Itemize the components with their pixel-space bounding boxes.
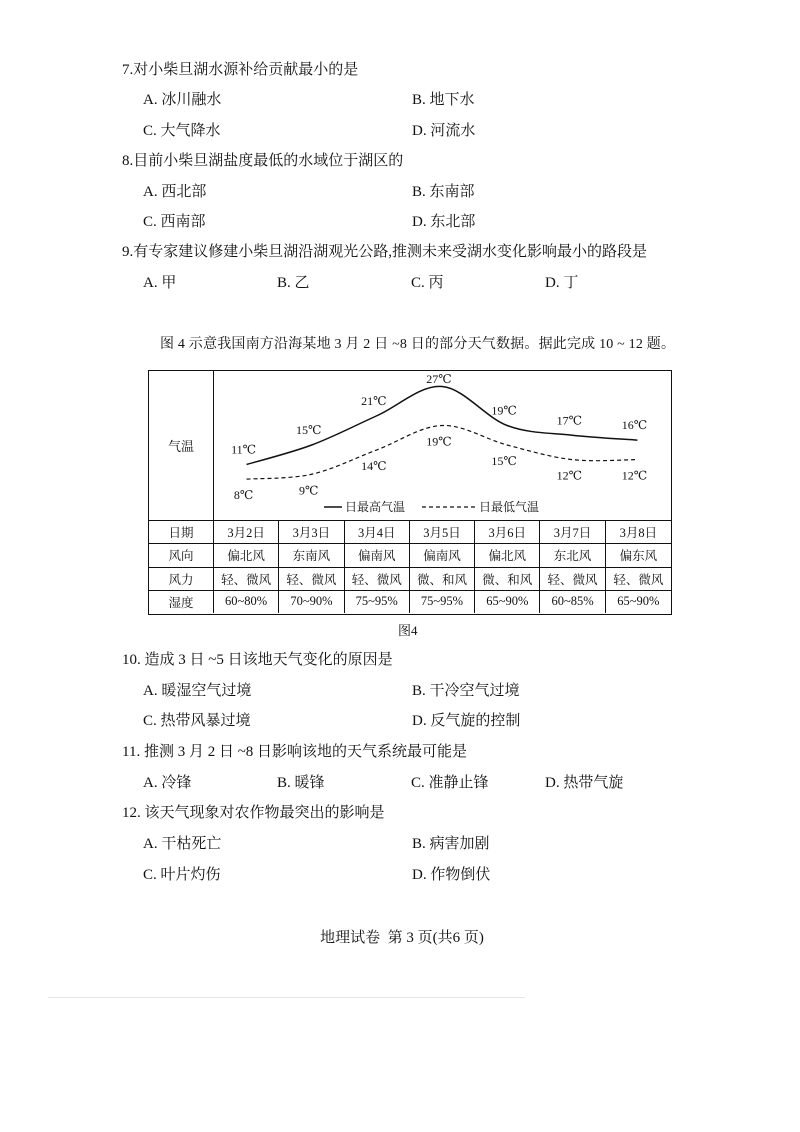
wind-direction-cell: 东北风 — [540, 544, 605, 566]
question-9-options-row — [122, 268, 762, 298]
wind-force-cell: 轻、微风 — [613, 572, 664, 587]
date-cell: 3月7日 — [540, 521, 605, 543]
question-10-option-c: C. 热带风暴过境 — [143, 713, 251, 730]
question-9-option-a: A. 甲 — [143, 274, 177, 291]
question-7-stem: 7.对小柴旦湖水源补给贡献最小的是 — [122, 62, 359, 78]
humidity-cell: 60~80% — [214, 591, 279, 613]
low-temperature-label: 12℃ — [621, 468, 648, 483]
low-temperature-label: 8℃ — [233, 488, 254, 503]
question-9-option-d: D. 丁 — [545, 274, 579, 291]
question-7-option-c: C. 大气降水 — [143, 122, 221, 139]
high-temperature-label: 19℃ — [491, 403, 517, 418]
wind-direction-cell: 偏北风 — [475, 544, 540, 566]
date-cell: 3月4日 — [345, 521, 410, 543]
high-temperature-label: 21℃ — [361, 393, 387, 408]
low-temperature-label: 15℃ — [491, 454, 517, 468]
wind-force-cell: 轻、微风 — [214, 568, 279, 590]
wind-direction-cell: 偏北风 — [214, 544, 279, 566]
question-8-option-a: A. 西北部 — [143, 183, 207, 200]
wind-force-cell: 轻、微风 — [279, 568, 344, 590]
question-11-options-row — [122, 768, 762, 799]
question-12-option-a: A. 干枯死亡 — [143, 836, 222, 853]
date-cell: 3月3日 — [279, 521, 344, 543]
wind-direction-cell: 偏东风 — [619, 549, 658, 564]
wind-direction-cell: 偏南风 — [410, 544, 475, 566]
high-temperature-label: 27℃ — [426, 372, 452, 386]
question-12-options-row-2 — [122, 860, 762, 891]
page-footer: 地理试卷 第 3 页(共6 页) — [320, 930, 484, 946]
humidity-cell: 70~90% — [279, 591, 344, 613]
wind-force-cell: 微、和风 — [475, 568, 540, 590]
question-9-option-b: B. 乙 — [277, 274, 310, 291]
question-12-option-c: C. 叶片灼伤 — [143, 866, 221, 883]
humidity-row-label: 湿度 — [149, 591, 214, 613]
date-cell: 3月8日 — [619, 526, 658, 541]
question-10-options-row-2 — [122, 706, 762, 737]
scan-edge-line — [48, 997, 525, 998]
question-7-options-row-1 — [122, 85, 762, 115]
high-temperature-label: 11℃ — [231, 442, 257, 457]
low-temperature-label: 19℃ — [426, 434, 452, 449]
wind-direction-cell: 东南风 — [279, 544, 344, 566]
wind-force-cell: 轻、微风 — [540, 568, 605, 590]
question-11-stem: 11. 推测 3 月 2 日 ~8 日影响该地的天气系统最可能是 — [122, 744, 468, 761]
wind-direction-cell: 偏南风 — [345, 544, 410, 566]
question-10-options-row-1 — [122, 676, 762, 707]
questions-7-9 — [122, 55, 762, 298]
wind-direction-row-label: 风向 — [149, 544, 214, 566]
legend-low-temperature-label: 日最低气温 — [479, 500, 540, 514]
low-temperature-label: 9℃ — [298, 483, 319, 498]
question-8-stem: 8.目前小柴旦湖盐度最低的水域位于湖区的 — [122, 153, 404, 170]
chart-legend — [324, 499, 539, 514]
low-temperature-label: 12℃ — [556, 468, 583, 483]
question-11-option-a: A. 冷锋 — [143, 774, 192, 791]
wind-force-cell: 轻、微风 — [345, 568, 410, 590]
high-temperature-label: 17℃ — [556, 413, 583, 428]
question-10-stem: 10. 造成 3 日 ~5 日该地天气变化的原因是 — [122, 652, 393, 668]
question-10-option-d: D. 反气旋的控制 — [412, 713, 521, 730]
temperature-row-label: 气温 — [149, 371, 214, 520]
question-8-options-row-2 — [122, 207, 762, 237]
low-temperature-label: 14℃ — [361, 458, 387, 473]
weather-data-table — [148, 370, 672, 615]
question-9-stem: 9.有专家建议修建小柴旦湖沿湖观光公路,推测未来受湖水变化影响最小的路段是 — [122, 244, 648, 261]
humidity-row — [149, 590, 671, 613]
question-7-option-d: D. 河流水 — [412, 122, 476, 139]
question-11-option-b: B. 暖锋 — [277, 774, 325, 791]
question-9-option-c: C. 丙 — [411, 274, 444, 291]
question-12-option-d: D. 作物倒伏 — [412, 866, 491, 883]
humidity-cell: 75~95% — [410, 591, 475, 613]
question-7-options-row-2 — [122, 116, 762, 146]
question-8-options-row-1 — [122, 177, 762, 207]
question-12-options-row-1 — [122, 829, 762, 860]
humidity-cell: 65~90% — [617, 594, 660, 609]
temperature-chart — [214, 371, 671, 520]
question-7-option-a: A. 冰川融水 — [143, 92, 222, 109]
legend-high-temperature-label: 日最高气温 — [345, 500, 406, 514]
figure-intro: 图 4 示意我国南方沿海某地 3 月 2 日 ~8 日的部分天气数据。据此完成 10 ~ 12 题。 — [160, 337, 676, 352]
temperature-row — [149, 371, 671, 520]
date-cell: 3月6日 — [475, 521, 540, 543]
date-cell: 3月5日 — [410, 521, 475, 543]
high-temperature-label: 15℃ — [295, 423, 322, 437]
question-7-option-b: B. 地下水 — [412, 92, 475, 109]
wind-force-row — [149, 567, 671, 590]
date-row — [149, 520, 671, 543]
question-8-option-d: D. 东北部 — [412, 213, 476, 230]
question-11-option-c: C. 准静止锋 — [411, 774, 489, 791]
humidity-cell: 65~90% — [475, 591, 540, 613]
date-row-label: 日期 — [149, 521, 214, 543]
wind-direction-row — [149, 543, 671, 566]
question-8-option-b: B. 东南部 — [412, 183, 475, 200]
question-8-option-c: C. 西南部 — [143, 213, 206, 230]
temperature-chart-svg — [214, 371, 670, 520]
humidity-cell: 75~95% — [345, 591, 410, 613]
humidity-cell: 60~85% — [540, 591, 605, 613]
wind-force-cell: 微、和风 — [410, 568, 475, 590]
question-11-option-d: D. 热带气旋 — [545, 774, 624, 791]
wind-force-row-label: 风力 — [149, 568, 214, 590]
question-12-option-b: B. 病害加剧 — [412, 836, 490, 853]
figure-caption: 图4 — [398, 623, 418, 638]
question-12-stem: 12. 该天气现象对农作物最突出的影响是 — [122, 805, 385, 822]
questions-10-12 — [122, 645, 762, 891]
question-10-option-b: B. 干冷空气过境 — [412, 682, 520, 699]
date-cell: 3月2日 — [214, 521, 279, 543]
question-10-option-a: A. 暖湿空气过境 — [143, 682, 252, 699]
high-temperature-label: 16℃ — [621, 418, 648, 433]
